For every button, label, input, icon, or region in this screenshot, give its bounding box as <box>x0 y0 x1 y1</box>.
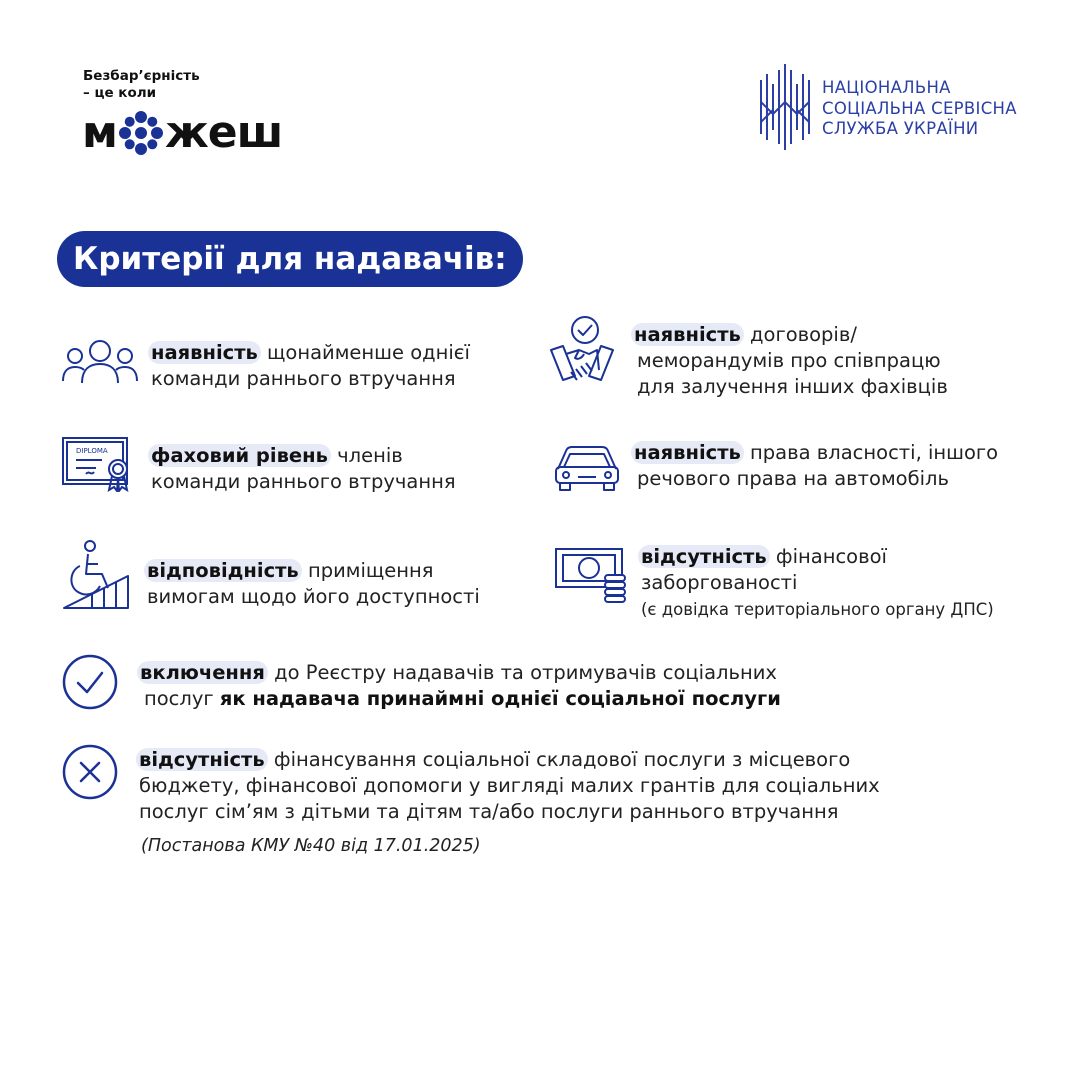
criterion-contracts-line2: меморандумів про співпрацю <box>637 349 941 372</box>
org-name-line-2: СОЦІАЛЬНА СЕРВІСНА <box>822 98 1017 118</box>
criterion-registry <box>137 660 781 712</box>
criterion-qualification-line2: команди раннього втручання <box>151 470 456 493</box>
criterion-premises-line2: вимогам щодо його доступності <box>147 585 480 608</box>
nss-emblem-icon <box>757 62 813 152</box>
criterion-funding-line2: бюджету, фінансової допомоги у вигляді малих грантів для соціальних <box>139 774 880 797</box>
wheelchair-ramp-icon <box>62 540 132 612</box>
criterion-debt-note: (є довідка територіального органу ДПС) <box>641 600 994 619</box>
handshake-icon <box>549 314 615 390</box>
criterion-debt-line2: заборгованості <box>641 571 798 594</box>
criterion-premises-text: приміщення <box>301 559 434 582</box>
criterion-registry-line2: послуг <box>144 687 220 710</box>
criterion-funding <box>136 747 880 825</box>
criterion-premises <box>144 558 480 610</box>
criterion-car-text: права власності, іншого <box>743 441 999 464</box>
criterion-team-text: щонайменше однієї <box>260 341 470 364</box>
brand-logo <box>82 108 282 158</box>
criterion-qualification-bold: фаховий рівень <box>148 444 331 467</box>
criterion-team <box>148 340 470 392</box>
criterion-registry-line2-bold: як надавача принаймні однієї соціальної послуги <box>219 687 781 710</box>
criterion-premises-bold: відповідність <box>144 559 302 582</box>
slogan-line-1: Безбар’єрність <box>83 68 200 84</box>
criterion-funding-line3: послуг сім’ям з дітьми та дітям та/або послуги раннього втручання <box>139 800 839 823</box>
criterion-funding-text: фінансування соціальної складової послуги з місцевого <box>267 748 851 771</box>
cross-circle-icon <box>62 744 118 800</box>
criterion-debt-bold: відсутність <box>638 545 770 568</box>
brand-letters-zhesh: жеш <box>164 107 283 158</box>
criterion-contracts-line3: для залучення інших фахівців <box>637 375 948 398</box>
criterion-car-bold: наявність <box>631 441 744 464</box>
slogan-line-2: – це коли <box>83 85 157 101</box>
criterion-car-line2: речового права на автомобіль <box>637 467 950 490</box>
org-name <box>822 78 1017 140</box>
criterion-funding-bold: відсутність <box>136 748 268 771</box>
criterion-contracts <box>631 322 948 400</box>
criterion-team-bold: наявність <box>148 341 261 364</box>
criterion-registry-text: до Реєстру надавачів та отримувачів соціальних <box>267 661 777 684</box>
org-name-line-1: НАЦІОНАЛЬНА <box>822 78 951 97</box>
team-icon <box>62 337 138 387</box>
footnote: (Постанова КМУ №40 від 17.01.2025) <box>141 836 481 856</box>
criterion-car <box>631 440 998 492</box>
diploma-label: DIPLOMA <box>76 447 108 455</box>
brand-letter-m: м <box>82 107 117 158</box>
criterion-debt-text: фінансової <box>769 545 887 568</box>
dots-flower-icon <box>117 109 165 157</box>
money-icon <box>555 545 631 603</box>
criterion-qualification <box>148 443 456 495</box>
page-title: Критерії для надавачів: <box>57 231 523 287</box>
check-circle-icon <box>62 654 118 710</box>
criterion-debt <box>638 544 994 621</box>
criterion-contracts-bold: наявність <box>631 323 744 346</box>
slogan <box>83 68 200 102</box>
criterion-qualification-text: членів <box>330 444 403 467</box>
car-icon <box>554 443 620 493</box>
criterion-team-line2: команди раннього втручання <box>151 367 456 390</box>
criterion-contracts-text: договорів/ <box>743 323 857 346</box>
diploma-icon <box>62 436 134 492</box>
org-name-line-3: СЛУЖБА УКРАЇНИ <box>822 119 979 138</box>
criterion-registry-bold: включення <box>137 661 268 684</box>
